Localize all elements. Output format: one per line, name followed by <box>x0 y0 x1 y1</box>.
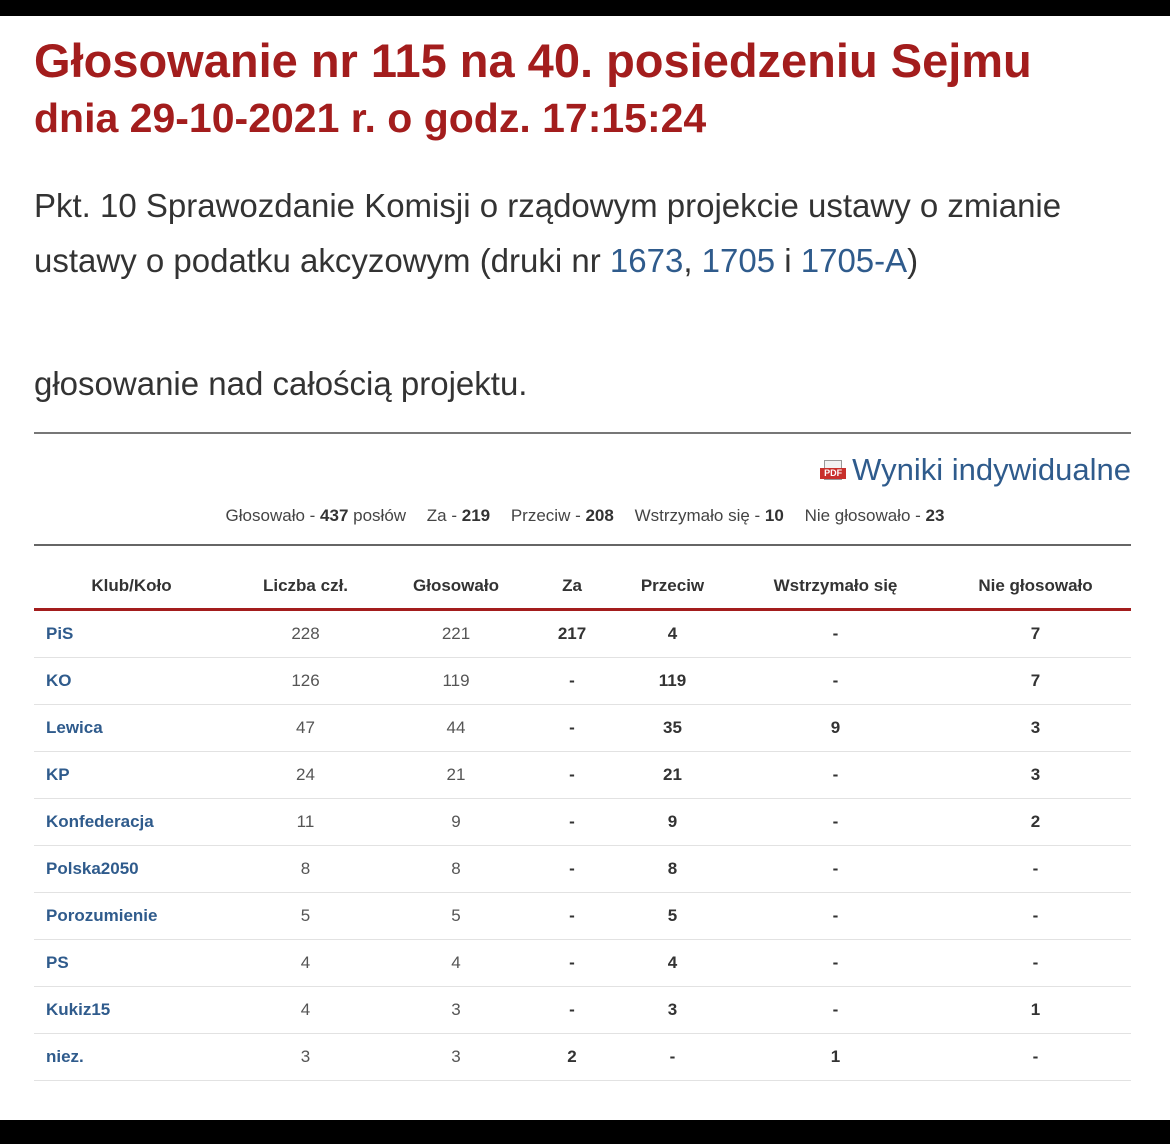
club-name[interactable]: Polska2050 <box>34 846 229 893</box>
column-header-przeciw: Przeciw <box>614 564 731 610</box>
club-name[interactable]: KP <box>34 752 229 799</box>
vote-subject: głosowanie nad całością projektu. <box>34 365 528 402</box>
members-count: 4 <box>229 987 382 1034</box>
przeciw-count: 3 <box>614 987 731 1034</box>
voted-count: 44 <box>382 705 530 752</box>
table-row <box>34 705 1131 752</box>
nie-glosowalo-count: - <box>940 940 1131 987</box>
page-title: Głosowanie nr 115 na 40. posiedzeniu Sejmu <box>34 34 1032 87</box>
wstrzymalo-count: - <box>731 846 940 893</box>
club-name[interactable]: Konfederacja <box>34 799 229 846</box>
voted-count: 9 <box>382 799 530 846</box>
voted-count: 8 <box>382 846 530 893</box>
druk-link-1705-a[interactable]: 1705-A <box>800 242 908 279</box>
club-name[interactable]: PiS <box>34 610 229 658</box>
voted-count: 221 <box>382 610 530 658</box>
table-row <box>34 610 1131 658</box>
page-subtitle-date: dnia 29-10-2021 r. o godz. 17:15:24 <box>34 95 707 141</box>
members-count: 11 <box>229 799 382 846</box>
za-count: - <box>530 846 614 893</box>
table-row <box>34 846 1131 893</box>
nie-glosowalo-count: 7 <box>940 610 1131 658</box>
table-row <box>34 752 1131 799</box>
przeciw-count: 8 <box>614 846 731 893</box>
column-header-nie-glosowalo: Nie głosowało <box>940 564 1131 610</box>
za-count: - <box>530 752 614 799</box>
przeciw-count: 9 <box>614 799 731 846</box>
za-count: - <box>530 799 614 846</box>
members-count: 24 <box>229 752 382 799</box>
summary-przeciw: Przeciw - 208 <box>510 506 614 525</box>
nie-glosowalo-count: - <box>940 893 1131 940</box>
nie-glosowalo-count: 2 <box>940 799 1131 846</box>
club-name[interactable]: Kukiz15 <box>34 987 229 1034</box>
club-name[interactable]: Lewica <box>34 705 229 752</box>
pdf-icon: PDF <box>820 460 846 480</box>
za-count: - <box>530 987 614 1034</box>
table-row <box>34 893 1131 940</box>
divider <box>34 544 1131 546</box>
wstrzymalo-count: - <box>731 799 940 846</box>
club-name[interactable]: PS <box>34 940 229 987</box>
column-header-voted: Głosowało <box>382 564 530 610</box>
summary-wstrzymalo: Wstrzymało się - 10 <box>634 506 784 525</box>
za-count: - <box>530 940 614 987</box>
nie-glosowalo-count: 7 <box>940 658 1131 705</box>
przeciw-count: 5 <box>614 893 731 940</box>
summary-za: Za - 219 <box>426 506 491 525</box>
druk-link-1673[interactable]: 1673 <box>609 242 684 279</box>
za-count: - <box>530 893 614 940</box>
voted-count: 119 <box>382 658 530 705</box>
przeciw-count: 119 <box>614 658 731 705</box>
club-name[interactable]: Porozumienie <box>34 893 229 940</box>
individual-results-link[interactable] <box>820 452 1131 488</box>
results-table <box>34 564 1131 1081</box>
members-count: 126 <box>229 658 382 705</box>
voted-count: 3 <box>382 987 530 1034</box>
za-count: 2 <box>530 1034 614 1081</box>
wstrzymalo-count: - <box>731 940 940 987</box>
members-count: 3 <box>229 1034 382 1081</box>
summary-voted: Głosowało - 437 posłów <box>225 506 407 525</box>
description-separator: i <box>775 242 801 279</box>
table-row <box>34 658 1131 705</box>
club-name[interactable]: niez. <box>34 1034 229 1081</box>
page <box>0 16 1170 1120</box>
vote-description <box>34 178 1124 288</box>
wstrzymalo-count: - <box>731 987 940 1034</box>
nie-glosowalo-count: - <box>940 846 1131 893</box>
column-header-za: Za <box>530 564 614 610</box>
table-header-row <box>34 564 1131 610</box>
vote-summary <box>0 506 1170 526</box>
wstrzymalo-count: - <box>731 893 940 940</box>
voted-count: 21 <box>382 752 530 799</box>
members-count: 4 <box>229 940 382 987</box>
members-count: 228 <box>229 610 382 658</box>
przeciw-count: 4 <box>614 610 731 658</box>
table-row <box>34 987 1131 1034</box>
members-count: 5 <box>229 893 382 940</box>
table-row <box>34 1034 1131 1081</box>
description-text: Pkt. 10 Sprawozdanie Komisji o rządowym projekcie ustawy o zmianie ustawy o podatku akcyzowym (druki nr <box>34 187 1062 279</box>
voted-count: 5 <box>382 893 530 940</box>
description-text-end: ) <box>907 242 919 279</box>
members-count: 8 <box>229 846 382 893</box>
wstrzymalo-count: 1 <box>731 1034 940 1081</box>
club-name[interactable]: KO <box>34 658 229 705</box>
voted-count: 4 <box>382 940 530 987</box>
individual-results-label: Wyniki indywidualne <box>852 452 1131 487</box>
wstrzymalo-count: - <box>731 610 940 658</box>
nie-glosowalo-count: - <box>940 1034 1131 1081</box>
za-count: - <box>530 658 614 705</box>
description-separator: , <box>683 242 702 279</box>
druk-link-1705[interactable]: 1705 <box>701 242 776 279</box>
wstrzymalo-count: - <box>731 658 940 705</box>
przeciw-count: 4 <box>614 940 731 987</box>
table-row <box>34 940 1131 987</box>
column-header-wstrzymalo: Wstrzymało się <box>731 564 940 610</box>
przeciw-count: 21 <box>614 752 731 799</box>
divider <box>34 432 1131 434</box>
column-header-club: Klub/Koło <box>34 564 229 610</box>
nie-glosowalo-count: 3 <box>940 705 1131 752</box>
przeciw-count: 35 <box>614 705 731 752</box>
przeciw-count: - <box>614 1034 731 1081</box>
nie-glosowalo-count: 3 <box>940 752 1131 799</box>
wstrzymalo-count: 9 <box>731 705 940 752</box>
voted-count: 3 <box>382 1034 530 1081</box>
column-header-members: Liczba czł. <box>229 564 382 610</box>
table-row <box>34 799 1131 846</box>
za-count: - <box>530 705 614 752</box>
nie-glosowalo-count: 1 <box>940 987 1131 1034</box>
members-count: 47 <box>229 705 382 752</box>
summary-nie-glosowalo: Nie głosowało - 23 <box>804 506 945 525</box>
wstrzymalo-count: - <box>731 752 940 799</box>
za-count: 217 <box>530 610 614 658</box>
